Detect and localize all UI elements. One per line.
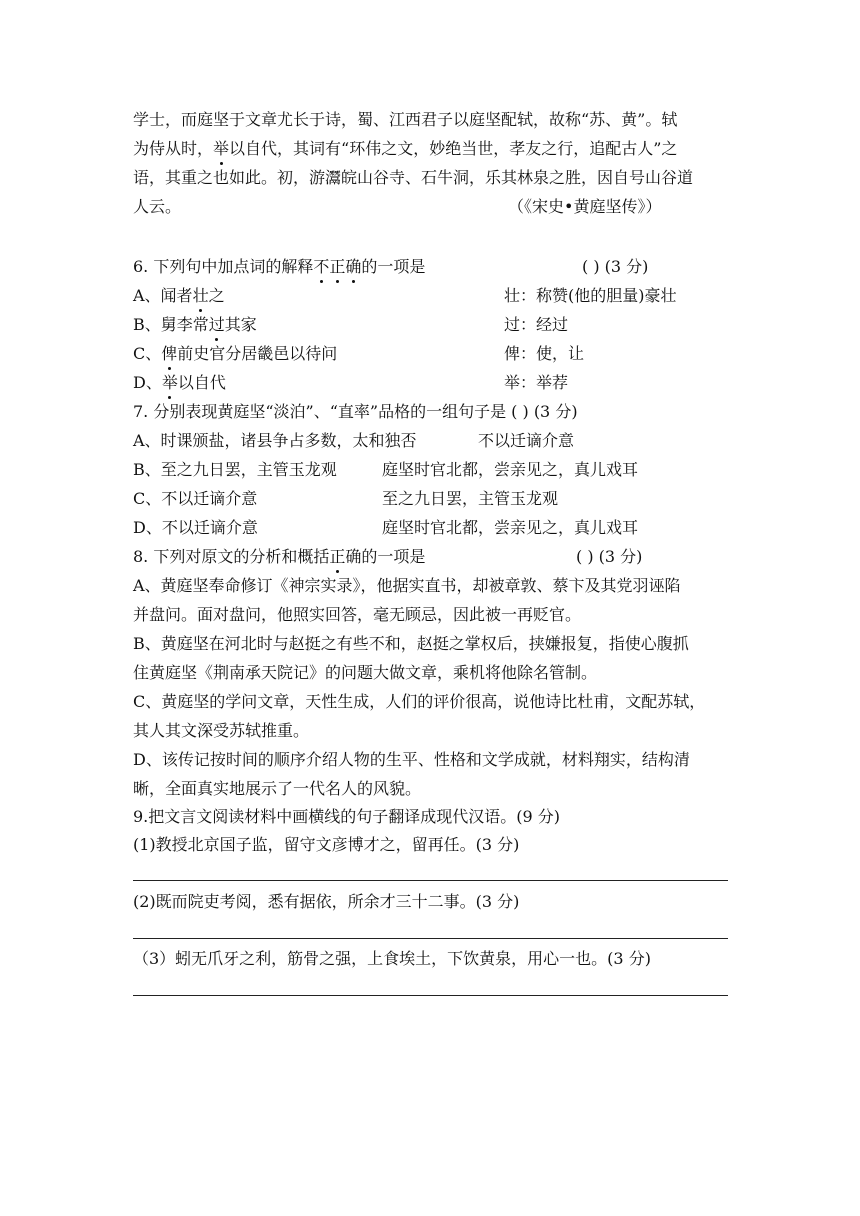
q7-option-c-second: 至之九日罢，主管玉龙观 [382,489,559,508]
passage-source: （《宋史•黄庭坚传》） [508,197,662,216]
q7-option-d: D、不以迁谪介意 [133,518,258,537]
text-segment: 8. 下列对原文的分析和概括 [133,547,330,566]
q8-option-a-line-2: 并盘问。面对盘问，他照实回答，毫无顾忌，因此被一再贬官。 [133,605,582,624]
text-segment: D、 [133,373,162,392]
q7-stem: 7. 分别表现黄庭坚“淡泊”、“直率”品格的一组句子是 ( ) (3 分) [133,402,578,421]
text-segment: C、 [133,344,162,363]
dotted-char: 正 [329,257,346,276]
q7-option-d-second: 庭坚时官北都，尝亲见之，真儿戏耳 [382,518,639,537]
q6-option-a [133,285,225,307]
text-segment: 以自代 [177,373,226,392]
dotted-char: 举 [161,373,178,392]
answer-line[interactable] [133,938,728,939]
q8-option-d-line-1: D、该传记按时间的顺序介绍人物的生平、性格和文学成就，材料翔实，结构清 [133,750,690,769]
dotted-char: 不 [313,257,330,276]
dotted-char: 正 [329,547,346,566]
q7-option-a-second: 不以迁谪介意 [478,431,575,450]
q8-option-c-line-1: C、黄庭坚的学问文章，天性生成，人们的评价很高，说他诗比杜甫，文配苏轼， [133,692,706,711]
dotted-char: 壮 [192,286,209,305]
q6-option-c-explanation: 俾：使，让 [504,344,585,363]
q8-option-a-line-1: A、黄庭坚奉命修订《神宗实录》，他据实直书，却被章敦、蔡卞及其党羽诬陷 [133,576,681,595]
dotted-char: 俾 [161,344,178,363]
q9-sentence-3: （3）蚓无爪牙之利，筋骨之强，上食埃土，下饮黄泉，用心一也。(3 分) [133,949,651,968]
q6-option-c [133,343,337,365]
q7-option-b-second: 庭坚时官北都，尝亲见之，真儿戏耳 [382,460,639,479]
text-segment: 前史官分居畿邑以待问 [177,344,338,363]
answer-line[interactable] [133,995,728,996]
text-segment: 为侍从时， [133,139,214,158]
q8-stem [133,546,425,568]
q8-option-d-line-2: 晰，全面真实地展示了一代名人的风貌。 [133,779,422,798]
q8-answer-blank: ( ) (3 分) [576,547,643,566]
passage-line-2 [133,138,677,160]
text-segment: 之 [208,286,225,305]
q8-option-b-line-1: B、黄庭坚在河北时与赵挺之有些不和，赵挺之掌权后，挟嫌报复，指使心腹抓 [133,634,689,653]
q6-option-b-explanation: 过：经过 [504,315,569,334]
q6-option-d-explanation: 举：举荐 [504,373,569,392]
q6-stem [133,256,425,278]
text-segment: B、舅李常 [133,315,209,334]
dotted-char: 过 [208,315,225,334]
q9-stem: 9.把文言文阅读材料中画横线的句子翻译成现代汉语。(9 分) [133,807,561,826]
q7-option-b: B、至之九日罢，主管玉龙观 [133,460,337,479]
passage-line-4: 人云。 [133,197,182,216]
passage-line-1: 学士，而庭坚于文章尤长于诗，蜀、江西君子以庭坚配轼，故称“苏、黄”。轼 [133,110,678,129]
answer-line[interactable] [133,880,728,881]
q8-option-b-line-2: 住黄庭坚《荆南承天院记》的问题大做文章，乘机将他除名管制。 [133,663,598,682]
q6-option-d [133,372,226,394]
q6-option-b [133,314,257,336]
text-segment: A、闻者 [133,286,193,305]
q8-option-c-line-2: 其人其文深受苏轼推重。 [133,721,310,740]
q7-option-c: C、不以迁谪介意 [133,489,258,508]
text-segment: 以自代，其词有“环伟之文，妙绝当世，孝友之行，追配古人”之 [229,139,678,158]
q7-option-a: A、时课颁盐，诸县争占多数，太和独否 [133,431,417,450]
text-segment: 的一项是 [361,257,426,276]
q6-answer-blank: ( ) (3 分) [582,257,649,276]
text-segment: 确的一项是 [345,547,426,566]
passage-line-3: 语，其重之也如此。初，游灊皖山谷寺、石牛洞，乐其林泉之胜，因自号山谷道 [133,168,694,187]
q9-sentence-2: (2)既而院吏考阅，悉有据依，所余才三十二事。(3 分) [133,892,520,911]
q6-option-a-explanation: 壮：称赞(他的胆量)豪壮 [504,286,677,305]
text-segment: 其家 [224,315,257,334]
dotted-char: 确 [345,257,362,276]
text-segment: 6. 下列句中加点词的解释 [133,257,314,276]
dotted-char: 举 [213,139,230,158]
q9-sentence-1: (1)教授北京国子监，留守文彦博才之，留再任。(3 分) [133,835,520,854]
